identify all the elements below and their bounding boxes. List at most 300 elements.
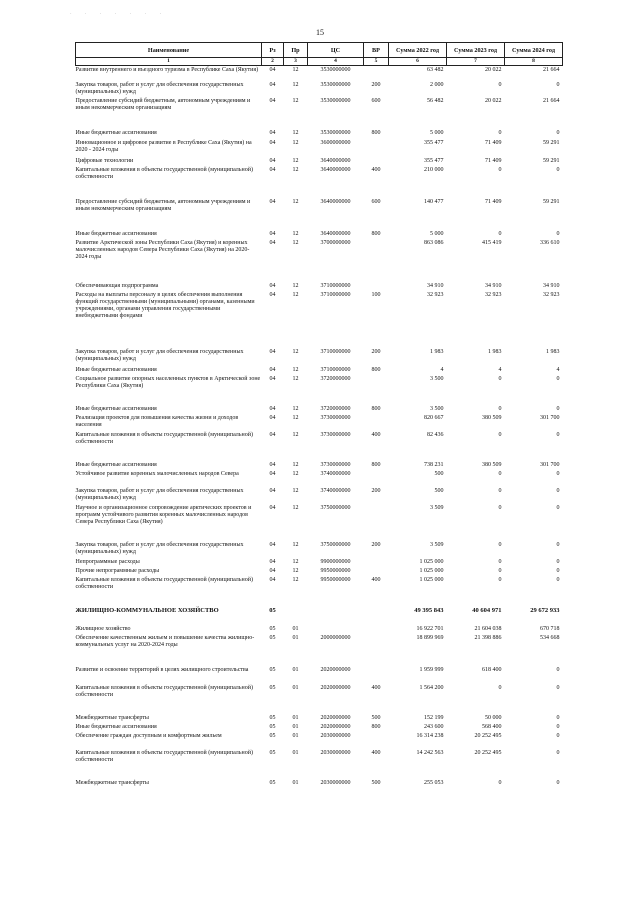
- row-sum-2024: 0: [556, 432, 560, 438]
- row-sum-2023: 380 509: [482, 462, 502, 468]
- row-sum-2024: 0: [556, 406, 560, 412]
- row-sum-2023: 0: [498, 559, 502, 565]
- row-cs: 3730000000: [320, 432, 351, 438]
- row-sum-2022: 210 000: [424, 167, 444, 173]
- row-pr: 12: [292, 130, 299, 136]
- row-rz: 04: [269, 367, 276, 373]
- row-sum-2023: 568 400: [482, 724, 502, 730]
- row-vr: 100: [371, 292, 381, 298]
- row-sum-2022: 3 500: [430, 376, 444, 382]
- row-sum-2022: 3 509: [430, 542, 444, 548]
- row-sum-2024: 0: [556, 130, 560, 136]
- row-sum-2024: 0: [556, 471, 560, 477]
- row-pr: 01: [292, 685, 299, 691]
- table-row: [76, 505, 563, 542]
- row-sum-2024: 301 700: [540, 415, 560, 421]
- row-name: Расходы на выплаты персоналу в целях обеспечения выполнения функций государственными (муниципальными) органами, казенными учреждениями, органами управления государственными внебюджетными фондами: [75, 292, 255, 319]
- table-row: [76, 577, 563, 604]
- row-cs: 3740000000: [320, 488, 351, 494]
- row-vr: [364, 635, 389, 667]
- row-sum-2023: 0: [498, 406, 502, 412]
- row-pr: 01: [292, 626, 299, 632]
- row-vr: [364, 505, 389, 542]
- row-vr: 800: [371, 130, 381, 136]
- row-name: Устойчивое развитие коренных малочисленных народов Севера: [75, 471, 239, 477]
- row-name: ЖИЛИЩНО-КОММУНАЛЬНОЕ ХОЗЯЙСТВО: [75, 606, 219, 614]
- row-sum-2022: 738 231: [424, 462, 444, 468]
- row-sum-2023: 0: [498, 505, 502, 511]
- header-sum-2022: Сумма 2022 год: [389, 43, 447, 58]
- row-cs: 3600000000: [320, 140, 351, 146]
- page-number: 15: [316, 28, 324, 37]
- row-sum-2022: 18 899 969: [416, 635, 444, 641]
- table-row: [76, 158, 563, 167]
- row-pr: 12: [292, 415, 299, 421]
- budget-table: [75, 42, 563, 789]
- row-pr: 12: [292, 471, 299, 477]
- header-name: Наименование: [76, 43, 262, 58]
- row-rz: 04: [269, 231, 276, 237]
- row-rz: 04: [269, 577, 276, 583]
- table-row: [76, 349, 563, 367]
- row-cs: 2020000000: [320, 715, 351, 721]
- row-sum-2022: 152 199: [424, 715, 444, 721]
- row-sum-2024: 0: [556, 733, 560, 739]
- row-sum-2022: 16 922 701: [416, 626, 444, 632]
- row-vr: [364, 733, 389, 750]
- row-sum-2022: 32 923: [427, 292, 444, 298]
- row-pr: 01: [292, 780, 299, 786]
- row-sum-2023: 0: [498, 577, 502, 583]
- table-row: [76, 733, 563, 750]
- row-vr: [364, 568, 389, 577]
- row-sum-2023: 50 000: [485, 715, 502, 721]
- row-vr: 200: [371, 82, 381, 88]
- row-cs: 3530000000: [320, 66, 351, 73]
- row-sum-2023: 34 910: [485, 283, 502, 289]
- row-name: Развитие внутреннего и въездного туризма в Республике Саха (Якутия): [75, 66, 259, 73]
- row-sum-2024: 0: [556, 559, 560, 565]
- row-sum-2023: 0: [498, 376, 502, 382]
- table-row: [76, 98, 563, 130]
- table-row: [76, 750, 563, 780]
- row-sum-2024: 0: [556, 750, 560, 756]
- row-sum-2023: 1 983: [488, 349, 502, 355]
- row-vr: 500: [371, 715, 381, 721]
- row-sum-2022: 34 910: [427, 283, 444, 289]
- table-row: [76, 715, 563, 724]
- row-sum-2022: 3 500: [430, 406, 444, 412]
- row-cs: 2020000000: [320, 667, 351, 673]
- row-rz: 04: [269, 406, 276, 412]
- row-rz: 05: [269, 626, 276, 632]
- row-name: Реализация проектов для повышения качества жизни и доходов населения: [75, 415, 239, 428]
- row-vr: 200: [371, 488, 381, 494]
- row-pr: 12: [292, 231, 299, 237]
- row-sum-2022: 140 477: [424, 199, 444, 205]
- row-name: Закупка товаров, работ и услуг для обеспечения государственных (муниципальных) нужд: [75, 542, 244, 555]
- row-sum-2024: 59 291: [543, 158, 560, 164]
- row-sum-2024: 0: [556, 167, 560, 173]
- row-pr: 12: [292, 158, 299, 164]
- row-vr: [364, 559, 389, 568]
- row-rz: 05: [269, 685, 276, 691]
- table-row: [76, 199, 563, 231]
- row-sum-2023: 0: [498, 780, 502, 786]
- row-pr: 12: [292, 167, 299, 173]
- row-rz: 05: [269, 715, 276, 721]
- row-pr: 01: [292, 724, 299, 730]
- row-pr: 12: [292, 199, 299, 205]
- row-sum-2023: 71 409: [485, 158, 502, 164]
- row-sum-2023: 4: [498, 367, 502, 373]
- row-pr: 12: [292, 367, 299, 373]
- row-name: Капитальные вложения в объекты государственной (муниципальной) собственности: [75, 432, 253, 445]
- row-vr: 400: [371, 750, 381, 756]
- row-rz: 05: [269, 635, 276, 641]
- row-vr: 600: [371, 98, 381, 104]
- table-row: [76, 568, 563, 577]
- row-name: Закупка товаров, работ и услуг для обеспечения государственных (муниципальных) нужд: [75, 349, 244, 362]
- row-name: Жилищное хозяйство: [75, 626, 131, 632]
- row-cs: 3710000000: [320, 349, 351, 355]
- table-row: [76, 471, 563, 488]
- row-sum-2022: 1 564 200: [419, 685, 444, 691]
- row-sum-2022: 3 509: [430, 505, 444, 511]
- row-pr: 12: [292, 406, 299, 412]
- table-body: [76, 66, 563, 789]
- row-sum-2023: 71 409: [485, 140, 502, 146]
- header-sum-2024: Сумма 2024 год: [505, 43, 563, 58]
- table-row: [76, 667, 563, 685]
- row-sum-2023: 20 252 495: [474, 750, 502, 756]
- row-sum-2023: 20 022: [485, 98, 502, 104]
- row-rz: 04: [269, 167, 276, 173]
- column-number: 6: [389, 58, 447, 66]
- row-sum-2022: 14 242 563: [416, 750, 444, 756]
- row-sum-2022: 49 395 843: [414, 606, 444, 614]
- row-sum-2023: 21 398 886: [474, 635, 502, 641]
- table-row: [76, 780, 563, 789]
- row-name: Прочие непрограммные расходы: [75, 568, 160, 574]
- row-sum-2024: 534 668: [540, 635, 560, 641]
- row-sum-2024: 0: [556, 568, 560, 574]
- row-sum-2022: 355 477: [424, 158, 444, 164]
- row-name: Развитие Арктической зоны Республики Саха (Якутия) и коренных малочисленных народов Севера Республики Саха (Якутия) на 2020-2024 годы: [75, 240, 250, 260]
- row-sum-2022: 820 667: [424, 415, 444, 421]
- row-rz: 05: [269, 724, 276, 730]
- row-sum-2024: 21 664: [543, 66, 560, 73]
- row-name: Обеспечение качественным жильем и повышение качества жилищно-коммунальных услуг на 2020-2024 годы: [75, 635, 255, 648]
- row-cs: 3530000000: [320, 130, 351, 136]
- row-sum-2024: 0: [556, 780, 560, 786]
- row-name: Закупка товаров, работ и услуг для обеспечения государственных (муниципальных) нужд: [75, 488, 244, 501]
- row-sum-2022: 5 000: [430, 231, 444, 237]
- table-row: [76, 724, 563, 733]
- row-vr: 800: [371, 231, 381, 237]
- row-rz: 04: [269, 130, 276, 136]
- header-pr: Пр: [284, 43, 308, 58]
- row-vr: 400: [371, 432, 381, 438]
- table-row: [76, 635, 563, 667]
- row-vr: 800: [371, 462, 381, 468]
- row-cs: [308, 626, 364, 635]
- row-vr: 800: [371, 406, 381, 412]
- row-sum-2023: 0: [498, 685, 502, 691]
- row-cs: 2020000000: [320, 685, 351, 691]
- row-pr: [284, 604, 308, 626]
- row-sum-2023: 20 252 495: [474, 733, 502, 739]
- row-sum-2023: 20 022: [485, 66, 502, 73]
- header-vr: ВР: [364, 43, 389, 58]
- header-cs: ЦС: [308, 43, 364, 58]
- row-sum-2023: 415 419: [482, 240, 502, 246]
- row-pr: 12: [292, 66, 299, 73]
- row-rz: 04: [269, 98, 276, 104]
- row-rz: 04: [269, 158, 276, 164]
- row-sum-2022: 355 477: [424, 140, 444, 146]
- row-name: Капитальные вложения в объекты государственной (муниципальной) собственности: [75, 750, 253, 763]
- row-cs: 3710000000: [320, 283, 351, 289]
- row-pr: 12: [292, 140, 299, 146]
- row-vr: [364, 158, 389, 167]
- row-sum-2024: 0: [556, 505, 560, 511]
- row-vr: [364, 376, 389, 406]
- row-name: Предоставление субсидий бюджетным, автономным учреждениям и иным некоммерческим организациям: [75, 98, 251, 111]
- row-vr: [364, 667, 389, 685]
- table-row: [76, 231, 563, 240]
- row-sum-2023: 0: [498, 488, 502, 494]
- row-vr: [364, 471, 389, 488]
- row-sum-2022: 1 025 000: [419, 559, 444, 565]
- row-sum-2024: 0: [556, 376, 560, 382]
- row-sum-2023: 0: [498, 432, 502, 438]
- row-rz: 05: [269, 780, 276, 786]
- row-name: Межбюджетные трансферты: [75, 780, 149, 786]
- row-cs: 3710000000: [320, 292, 351, 298]
- row-rz: 04: [269, 283, 276, 289]
- row-sum-2023: 71 409: [485, 199, 502, 205]
- table-row: [76, 432, 563, 462]
- row-name: Иные бюджетные ассигнования: [75, 130, 157, 136]
- row-name: Предоставление субсидий бюджетным, автономным учреждениям и иным некоммерческим организациям: [75, 199, 251, 212]
- row-rz: 04: [269, 349, 276, 355]
- row-vr: [364, 140, 389, 158]
- row-pr: 12: [292, 568, 299, 574]
- table-row: [76, 240, 563, 283]
- row-sum-2022: 1 025 000: [419, 577, 444, 583]
- row-pr: 12: [292, 240, 299, 246]
- table-row: [76, 626, 563, 635]
- row-cs: 3640000000: [320, 231, 351, 237]
- row-cs: 3720000000: [320, 376, 351, 382]
- row-sum-2024: 32 923: [543, 292, 560, 298]
- row-vr: [364, 415, 389, 432]
- row-sum-2024: 59 291: [543, 199, 560, 205]
- column-number: 3: [284, 58, 308, 66]
- row-name: Иные бюджетные ассигнования: [75, 724, 157, 730]
- row-pr: 12: [292, 542, 299, 548]
- row-vr: 800: [371, 367, 381, 373]
- row-vr: 600: [371, 199, 381, 205]
- row-name: Иные бюджетные ассигнования: [75, 462, 157, 468]
- row-sum-2023: 32 923: [485, 292, 502, 298]
- row-sum-2022: 1 025 000: [419, 568, 444, 574]
- row-sum-2022: 63 482: [427, 66, 444, 73]
- row-vr: [364, 626, 389, 635]
- row-rz: 05: [269, 750, 276, 756]
- row-rz: 04: [269, 240, 276, 246]
- row-name: Цифровые технологии: [75, 158, 134, 164]
- table-row: [76, 283, 563, 292]
- row-sum-2022: 16 314 238: [416, 733, 444, 739]
- table-row: [76, 542, 563, 559]
- row-sum-2022: 500: [434, 471, 444, 477]
- table-row: [76, 685, 563, 715]
- row-sum-2024: 21 664: [543, 98, 560, 104]
- row-rz: 04: [269, 199, 276, 205]
- row-rz: 04: [269, 568, 276, 574]
- table-row: [76, 376, 563, 406]
- row-cs: 3640000000: [320, 158, 351, 164]
- row-name: Обеспечение граждан доступным и комфортным жильем: [75, 733, 222, 739]
- row-sum-2022: 2 000: [430, 82, 444, 88]
- header-rz: Рз: [262, 43, 284, 58]
- row-name: Капитальные вложения в объекты государственной (муниципальной) собственности: [75, 167, 253, 180]
- row-pr: 12: [292, 82, 299, 88]
- row-pr: 01: [292, 715, 299, 721]
- row-rz: 05: [269, 606, 276, 614]
- row-sum-2023: 0: [498, 82, 502, 88]
- row-sum-2022: 1 983: [430, 349, 444, 355]
- table-row: [76, 406, 563, 415]
- row-sum-2024: 1 983: [546, 349, 560, 355]
- row-sum-2022: 863 086: [424, 240, 444, 246]
- row-cs: 3730000000: [320, 415, 351, 421]
- row-name: Социальное развитие опорных населенных пунктов в Арктической зоне Республики Саха (Якутия): [75, 376, 261, 389]
- row-sum-2024: 336 610: [540, 240, 560, 246]
- header-sum-2023: Сумма 2023 год: [447, 43, 505, 58]
- row-name: Межбюджетные трансферты: [75, 715, 149, 721]
- row-cs: 2030000000: [320, 780, 351, 786]
- row-name: Капитальные вложения в объекты государственной (муниципальной) собственности: [75, 685, 253, 698]
- row-sum-2023: 0: [498, 568, 502, 574]
- row-pr: 12: [292, 559, 299, 565]
- row-cs: 2020000000: [320, 724, 351, 730]
- row-vr: 400: [371, 685, 381, 691]
- row-rz: 04: [269, 471, 276, 477]
- row-sum-2024: 0: [556, 542, 560, 548]
- row-cs: 3640000000: [320, 199, 351, 205]
- table-row: [76, 415, 563, 432]
- table-row: [76, 130, 563, 140]
- row-cs: 2000000000: [320, 635, 351, 641]
- row-cs: 3700000000: [320, 240, 351, 246]
- row-rz: 05: [269, 733, 276, 739]
- row-sum-2024: 59 291: [543, 140, 560, 146]
- table-row: [76, 462, 563, 471]
- row-rz: 04: [269, 376, 276, 382]
- row-rz: 04: [269, 462, 276, 468]
- row-cs: 3730000000: [320, 462, 351, 468]
- row-pr: 12: [292, 505, 299, 511]
- row-rz: 04: [269, 82, 276, 88]
- row-vr: 200: [371, 542, 381, 548]
- row-rz: 04: [269, 542, 276, 548]
- table-row: [76, 140, 563, 158]
- row-cs: 3640000000: [320, 167, 351, 173]
- row-sum-2023: 0: [498, 542, 502, 548]
- section-row: [76, 604, 563, 626]
- row-sum-2023: 618 400: [482, 667, 502, 673]
- column-number: 4: [308, 58, 364, 66]
- row-sum-2023: 0: [498, 231, 502, 237]
- row-cs: 9950000000: [320, 568, 351, 574]
- row-sum-2022: 82 436: [427, 432, 444, 438]
- header-row: [76, 43, 563, 58]
- row-name: Непрограммные расходы: [75, 559, 140, 565]
- row-cs: 2030000000: [320, 750, 351, 756]
- column-number-row: [76, 58, 563, 66]
- row-vr: [364, 604, 389, 626]
- row-vr: 800: [371, 724, 381, 730]
- row-sum-2024: 0: [556, 231, 560, 237]
- table-row: [76, 66, 563, 82]
- row-sum-2022: 500: [434, 488, 444, 494]
- table-row: [76, 82, 563, 98]
- row-sum-2022: 4: [440, 367, 444, 373]
- row-sum-2022: 255 053: [424, 780, 444, 786]
- row-name: Инновационное и цифровое развитие в Республике Саха (Якутия) на 2020 - 2024 годы: [75, 140, 252, 153]
- column-number: 1: [76, 58, 262, 66]
- row-cs: 3740000000: [320, 471, 351, 477]
- row-name: Капитальные вложения в объекты государственной (муниципальной) собственности: [75, 577, 253, 590]
- row-vr: 200: [371, 349, 381, 355]
- row-rz: 04: [269, 505, 276, 511]
- row-sum-2024: 0: [556, 685, 560, 691]
- row-sum-2024: 0: [556, 488, 560, 494]
- row-name: Научное и организационное сопровождение арктических проектов и программ устойчивого развития коренных малочисленных народов Севера Республики Саха (Якутия): [75, 505, 252, 525]
- column-number: 5: [364, 58, 389, 66]
- row-name: Закупка товаров, работ и услуг для обеспечения государственных (муниципальных) нужд: [75, 82, 244, 95]
- row-rz: 04: [269, 292, 276, 298]
- row-sum-2023: 380 509: [482, 415, 502, 421]
- row-sum-2024: 0: [556, 724, 560, 730]
- row-sum-2024: 34 910: [543, 283, 560, 289]
- row-rz: 05: [269, 667, 276, 673]
- row-sum-2024: 670 718: [540, 626, 560, 632]
- row-vr: 400: [371, 577, 381, 583]
- table-row: [76, 559, 563, 568]
- row-pr: 01: [292, 667, 299, 673]
- row-cs: 9950000000: [320, 577, 351, 583]
- row-name: Обеспечивающая подпрограмма: [75, 283, 159, 289]
- row-pr: 12: [292, 376, 299, 382]
- table-row: [76, 367, 563, 376]
- row-cs: 3530000000: [320, 82, 351, 88]
- column-number: 2: [262, 58, 284, 66]
- row-rz: 04: [269, 66, 276, 73]
- row-cs: 3750000000: [320, 505, 351, 511]
- row-cs: 3720000000: [320, 406, 351, 412]
- row-name: Развитие и освоение территорий в целях жилищного строительства: [75, 667, 249, 673]
- row-sum-2022: 243 600: [424, 724, 444, 730]
- table-row: [76, 292, 563, 349]
- row-vr: 400: [371, 167, 381, 173]
- column-number: 8: [505, 58, 563, 66]
- row-sum-2024: 29 672 933: [530, 606, 560, 614]
- row-cs: 9900000000: [320, 559, 351, 565]
